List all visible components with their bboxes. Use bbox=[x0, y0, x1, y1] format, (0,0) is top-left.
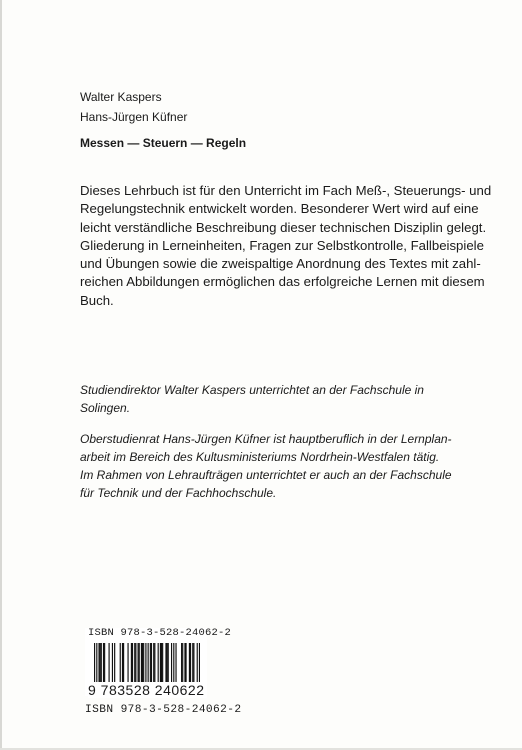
isbn-label-top: ISBN 978-3-528-24062-2 bbox=[88, 627, 232, 639]
barcode-bar bbox=[154, 643, 155, 684]
bio-line: für Technik und der Fachhochschule. bbox=[80, 486, 277, 500]
barcode-bar bbox=[148, 643, 149, 684]
bio-line: Solingen. bbox=[80, 401, 131, 415]
barcode-bar bbox=[123, 643, 124, 684]
barcode-bar bbox=[162, 643, 163, 684]
barcode-bar bbox=[184, 643, 185, 684]
barcode-bar bbox=[173, 643, 174, 684]
barcode-bar bbox=[175, 643, 176, 684]
description-line: und Übungen sowie die zweispaltige Anordnung des Textes mit zahl- bbox=[80, 256, 481, 272]
barcode-bar bbox=[199, 643, 200, 684]
barcode-bar bbox=[139, 643, 140, 684]
barcode-bar bbox=[94, 643, 95, 684]
barcode-bar bbox=[161, 643, 162, 684]
barcode-bar bbox=[165, 643, 166, 684]
barcode-bar bbox=[142, 643, 143, 684]
description-line: Buch. bbox=[80, 292, 114, 308]
book-title: Messen — Steuern — Regeln bbox=[80, 136, 247, 150]
barcode-bar bbox=[143, 643, 144, 684]
barcode-bar bbox=[153, 643, 154, 684]
page-left-edge bbox=[0, 0, 2, 750]
barcode-bar bbox=[122, 643, 123, 684]
book-description bbox=[80, 182, 514, 310]
isbn-label-bottom: ISBN 978-3-528-24062-2 bbox=[85, 704, 242, 716]
description-line: Dieses Lehrbuch ist für den Unterricht im Fach Meß-, Steuerungs- und bbox=[80, 183, 492, 198]
bio-line: arbeit im Bereich des Kultusministeriums Nordrhein-Westfalen tätig. bbox=[80, 450, 440, 464]
barcode-bar bbox=[120, 643, 121, 684]
barcode-bar bbox=[150, 643, 151, 684]
author-name: Hans-Jürgen Küfner bbox=[80, 110, 188, 124]
barcode-bar bbox=[138, 643, 139, 684]
barcode-bar bbox=[131, 643, 132, 684]
author-bio-kuefner bbox=[80, 430, 514, 502]
barcode-bar bbox=[151, 643, 152, 684]
barcode-bar bbox=[160, 643, 161, 684]
ean-barcode bbox=[94, 643, 200, 684]
barcode-bar bbox=[167, 643, 168, 684]
description-line: Gliederung in Lerneinheiten, Fragen zur Selbstkontrolle, Fallbeispiele bbox=[80, 237, 484, 253]
bio-line: Studiendirektor Walter Kaspers unterrichtet an der Fachschule in bbox=[80, 383, 424, 397]
barcode-bar bbox=[101, 643, 102, 684]
barcode-bar bbox=[103, 643, 104, 684]
ean-digits: 9 783528 240622 bbox=[88, 682, 205, 698]
barcode-bar bbox=[134, 643, 135, 684]
barcode-bar bbox=[112, 643, 113, 684]
barcode-bar bbox=[100, 643, 101, 684]
author-name: Walter Kaspers bbox=[80, 90, 162, 104]
barcode-bar bbox=[197, 643, 198, 684]
barcode-bar bbox=[96, 643, 97, 684]
barcode-bar bbox=[189, 643, 190, 684]
barcode-bar bbox=[132, 643, 133, 684]
barcode-bar bbox=[168, 643, 169, 684]
barcode-bar bbox=[190, 643, 191, 684]
bio-line: Im Rahmen von Lehraufträgen unterrichtet er auch an der Fachschule bbox=[80, 468, 452, 482]
barcode-bar bbox=[181, 643, 182, 684]
barcode-bar bbox=[185, 643, 186, 684]
barcode-bar bbox=[141, 643, 142, 684]
barcode-bar bbox=[193, 643, 194, 684]
barcode-bar bbox=[171, 643, 172, 684]
barcode-bar bbox=[127, 643, 128, 684]
barcode-bar bbox=[135, 643, 136, 684]
bio-line: Oberstudienrat Hans-Jürgen Küfner ist hauptberuflich in der Lernplan- bbox=[80, 432, 452, 446]
barcode-bar bbox=[158, 643, 159, 684]
barcode-bar bbox=[145, 643, 146, 684]
barcode-bar bbox=[98, 643, 99, 684]
description-line: leicht verständliche Beschreibung dieser technischen Disziplin gelegt. bbox=[80, 219, 487, 235]
barcode-bar bbox=[114, 643, 115, 684]
description-line: reichen Abbildungen ermöglichen das erfolgreiche Lernen mit diesem bbox=[80, 274, 485, 290]
authors-block bbox=[80, 87, 187, 127]
barcode-bar bbox=[192, 643, 193, 684]
barcode-bar bbox=[109, 643, 110, 684]
barcode-bar bbox=[182, 643, 183, 684]
description-line: Regelungstechnik entwickelt worden. Besonderer Wert wird auf eine bbox=[80, 201, 479, 217]
author-bio-kaspers bbox=[80, 381, 514, 417]
barcode-bar bbox=[104, 643, 105, 684]
